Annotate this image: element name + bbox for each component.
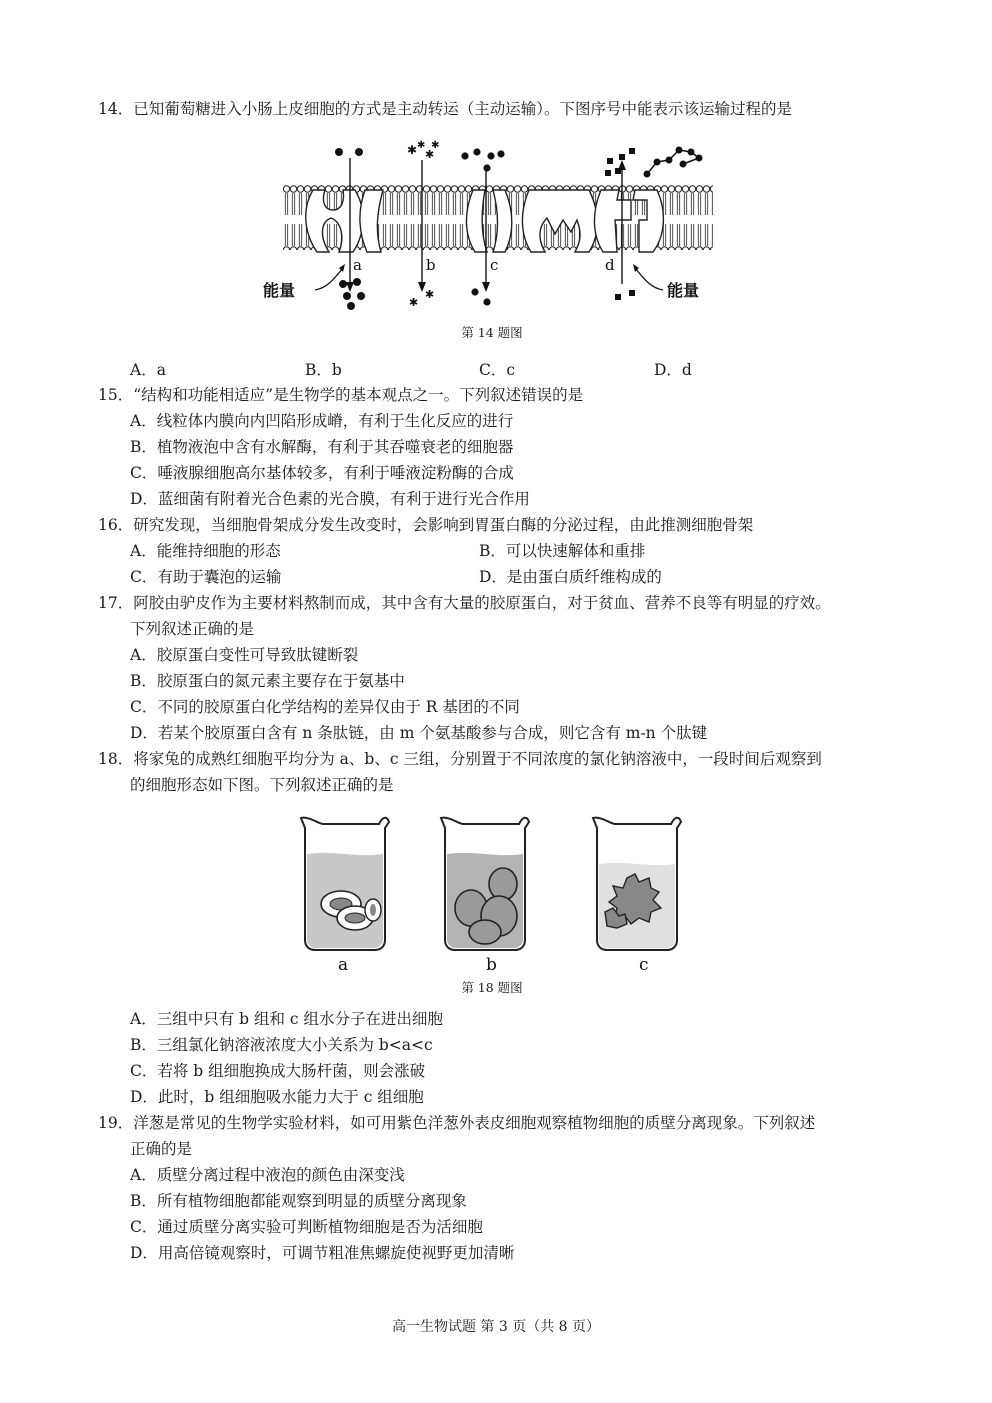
q18-option-d: D．此时，b 组细胞吸水能力大于 c 组细胞 xyxy=(130,1088,424,1106)
beaker-label-b: b xyxy=(486,955,497,975)
svg-text:✱: ✱ xyxy=(407,143,418,157)
svg-text:✱: ✱ xyxy=(425,148,435,161)
q16-option-b: B．可以快速解体和重排 xyxy=(479,542,646,560)
q19-option-d: D．用高倍镜观察时，可调节粗准焦螺旋使视野更加清晰 xyxy=(130,1244,515,1262)
label-a: a xyxy=(353,256,362,274)
beaker-a xyxy=(301,818,389,950)
q19-option-a: A．质壁分离过程中液泡的颜色由深变浅 xyxy=(130,1166,405,1184)
svg-text:✱: ✱ xyxy=(425,288,435,301)
beakers-figure xyxy=(295,812,695,976)
svg-text:✱: ✱ xyxy=(417,140,426,151)
beaker-label-a: a xyxy=(338,955,349,975)
q16-option-d: D．是由蛋白质纤维构成的 xyxy=(479,568,662,586)
q18-option-c: C．若将 b 组细胞换成大肠杆菌，则会涨破 xyxy=(130,1062,426,1080)
svg-text:✱: ✱ xyxy=(409,296,419,309)
beaker-c xyxy=(593,818,681,950)
q16-stem: 16．研究发现，当细胞骨架成分发生改变时，会影响到胃蛋白酶的分泌过程，由此推测细胞骨架 xyxy=(98,516,754,534)
q19-stem-line1: 19．洋葱是常见的生物学实验材料，如可用紫色洋葱外表皮细胞观察植物细胞的质壁分离现象。下列叙述 xyxy=(98,1114,816,1132)
q14-option-c: C．c xyxy=(479,361,516,379)
q16-option-a: A．能维持细胞的形态 xyxy=(130,542,281,560)
q17-stem-line2: 下列叙述正确的是 xyxy=(130,620,255,638)
q17-option-c: C．不同的胶原蛋白化学结构的差异仅由于 R 基团的不同 xyxy=(130,698,520,716)
q15-option-b: B．植物液泡中含有水解酶，有利于其吞噬衰老的细胞器 xyxy=(130,438,514,456)
label-b: b xyxy=(426,256,436,274)
beaker-label-c: c xyxy=(639,955,649,975)
q14-stem: 14．已知葡萄糖进入小肠上皮细胞的方式是主动转运（主动运输）。下图序号中能表示该运输过程的是 xyxy=(98,100,792,118)
q17-stem-line1: 17．阿胶由驴皮作为主要材料熬制而成，其中含有大量的胶原蛋白，对于贫血、营养不良等有明显的疗效。 xyxy=(98,594,831,612)
q17-option-b: B．胶原蛋白的氮元素主要存在于氨基中 xyxy=(130,672,405,690)
label-c: c xyxy=(490,256,499,274)
membrane-transport-figure xyxy=(255,140,715,312)
q14-option-a: A．a xyxy=(130,361,166,379)
q18-stem-line1: 18．将家兔的成熟红细胞平均分为 a、b、c 三组，分别置于不同浓度的氯化钠溶液中，一段时间后观察到 xyxy=(98,750,822,768)
q16-option-c: C．有助于囊泡的运输 xyxy=(130,568,282,586)
label-d: d xyxy=(605,256,615,274)
q15-option-c: C．唾液腺细胞高尔基体较多，有利于唾液淀粉酶的合成 xyxy=(130,464,514,482)
q18-option-a: A．三组中只有 b 组和 c 组水分子在进出细胞 xyxy=(130,1010,444,1028)
svg-text:✱: ✱ xyxy=(431,140,440,151)
beaker-b xyxy=(441,818,529,950)
q14-option-d: D．d xyxy=(654,361,692,379)
q18-stem-line2: 的细胞形态如下图。下列叙述正确的是 xyxy=(130,776,394,794)
q17-option-a: A．胶原蛋白变性可导致肽键断裂 xyxy=(130,646,359,664)
page-footer: 高一生物试题 第 3 页（共 8 页） xyxy=(391,1319,601,1335)
energy-label-left: 能量 xyxy=(263,281,296,300)
q15-option-a: A．线粒体内膜向内凹陷形成嵴，有利于生化反应的进行 xyxy=(130,412,514,430)
q19-stem-line2: 正确的是 xyxy=(130,1140,193,1158)
q15-stem: 15．“结构和功能相适应”是生物学的基本观点之一。下列叙述错误的是 xyxy=(98,386,584,404)
q17-option-d: D．若某个胶原蛋白含有 n 条肽链，由 m 个氨基酸参与合成，则它含有 m-n 个肽键 xyxy=(130,724,708,742)
figure-18-caption: 第 18 题图 xyxy=(461,980,523,995)
q15-option-d: D．蓝细菌有附着光合色素的光合膜，有利于进行光合作用 xyxy=(130,490,530,508)
energy-label-right: 能量 xyxy=(667,281,700,300)
figure-14-caption: 第 14 题图 xyxy=(461,325,523,340)
q19-option-b: B．所有植物细胞都能观察到明显的质壁分离现象 xyxy=(130,1192,467,1210)
q18-option-b: B．三组氯化钠溶液浓度大小关系为 b<a<c xyxy=(130,1036,433,1054)
q19-option-c: C．通过质壁分离实验可判断植物细胞是否为活细胞 xyxy=(130,1218,483,1236)
q14-option-b: B．b xyxy=(305,361,342,379)
